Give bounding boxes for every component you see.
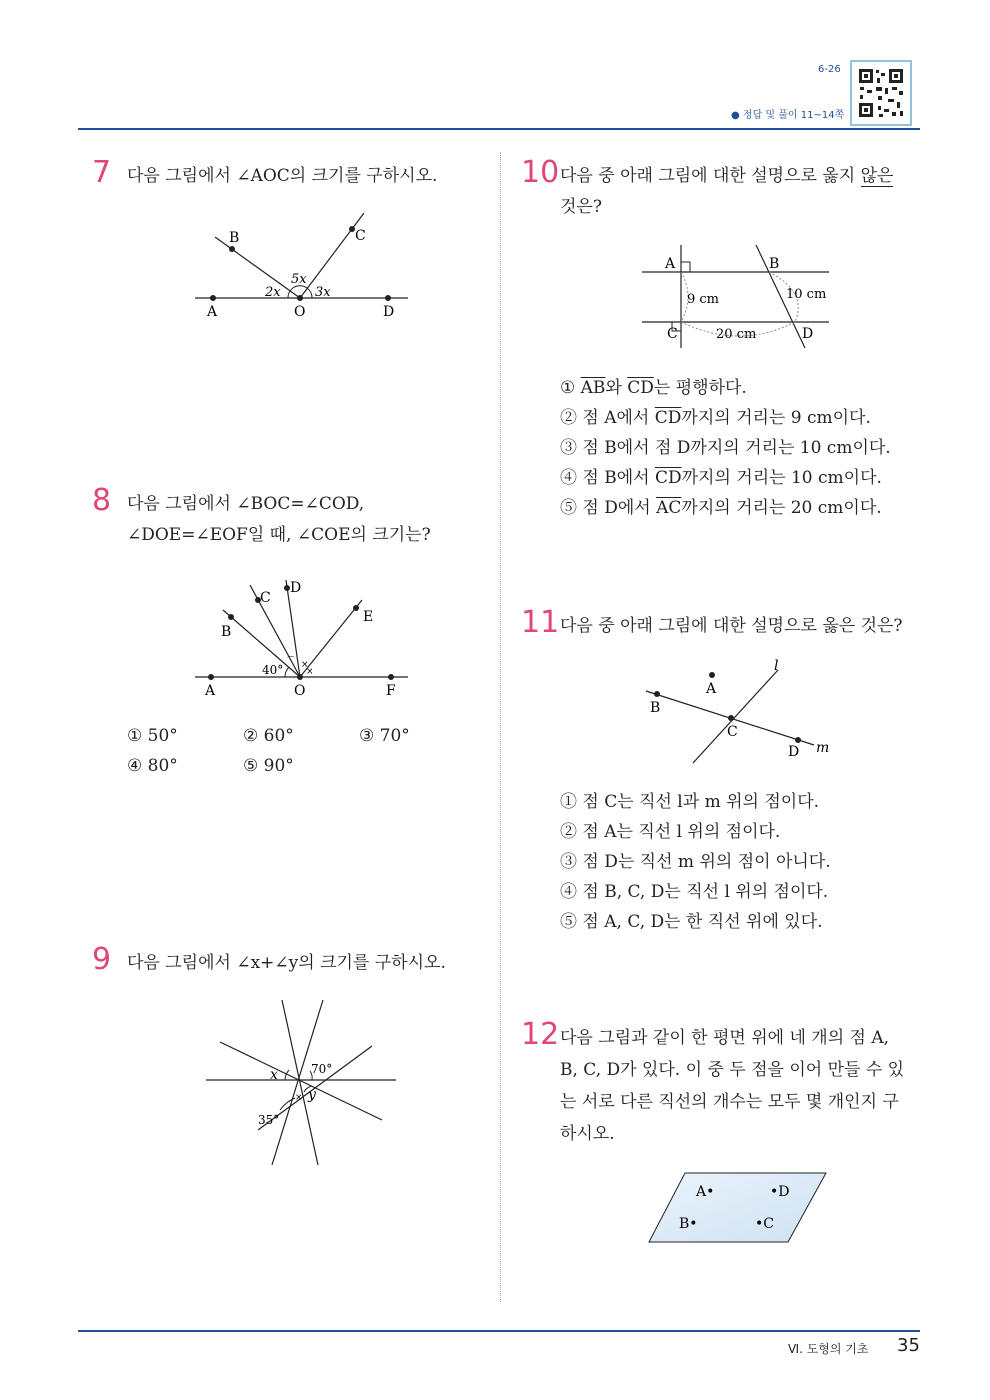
line-label: m: [816, 740, 830, 756]
point-label: A: [706, 681, 717, 697]
question-text: 다음 그림에서 ∠x+∠y의 크기를 구하시오.: [127, 953, 446, 973]
question-number: 9: [92, 942, 112, 977]
choice-2[interactable]: ② 60°: [243, 726, 294, 746]
choice-3[interactable]: ③ 점 B에서 점 D까지의 거리는 10 cm이다.: [560, 438, 891, 458]
length-label: 20 cm: [716, 327, 757, 342]
footer-rule: [78, 1330, 920, 1332]
point-label: •C: [755, 1216, 774, 1232]
question-text: B, C, D가 있다. 이 중 두 점을 이어 만들 수 있: [560, 1060, 905, 1080]
question-text: 다음 그림과 같이 한 평면 위에 네 개의 점 A,: [560, 1028, 890, 1048]
point-label: B: [650, 700, 661, 716]
point-label: B: [769, 256, 780, 272]
choice-3[interactable]: ③ 점 D는 직선 m 위의 점이 아니다.: [560, 852, 831, 872]
point-label: C: [727, 724, 738, 740]
question-number: 11: [521, 605, 560, 640]
column-divider: [500, 152, 501, 1302]
point-label: B•: [679, 1216, 698, 1232]
choice-4[interactable]: ④ 점 B, C, D는 직선 l 위의 점이다.: [560, 882, 829, 902]
chapter-title: Ⅵ. 도형의 기초: [788, 1342, 869, 1356]
angle-label: y: [308, 1087, 316, 1103]
question-text-underline: 않은: [860, 166, 894, 186]
question-number: 8: [92, 483, 112, 518]
point-label: C: [355, 228, 366, 244]
question-number: 7: [92, 155, 112, 190]
question-text: 다음 그림에서 ∠AOC의 크기를 구하시오.: [127, 166, 438, 186]
q10-figure: [640, 240, 835, 352]
angle-label: x: [270, 1067, 278, 1083]
point-label: B: [229, 230, 240, 246]
header-rule: [78, 128, 920, 130]
choice-5[interactable]: ⑤ 90°: [243, 756, 294, 776]
choice-1[interactable]: ① 점 C는 직선 l과 m 위의 점이다.: [560, 792, 820, 812]
question-text: 다음 그림에서 ∠BOC=∠COD,: [127, 494, 365, 514]
point-label: A: [665, 256, 676, 272]
choice-2[interactable]: ② 점 A에서 $\overline{CD}$까지의 거리는 9 cm이다.: [560, 408, 871, 428]
angle-label: 70°: [311, 1062, 333, 1076]
answer-reference: ● 정답 및 풀이 11~14쪽: [731, 110, 845, 121]
angle-label: 5x: [291, 272, 307, 287]
q8-figure: [190, 575, 420, 700]
point-label: D: [290, 580, 302, 596]
length-label: 9 cm: [687, 292, 720, 307]
choice-2[interactable]: ② 점 A는 직선 l 위의 점이다.: [560, 822, 781, 842]
question-text: 다음 중 아래 그림에 대한 설명으로 옳은 것은?: [560, 616, 903, 636]
choice-1[interactable]: ① $\overline{AB}$와 $\overline{CD}$는 평행하다.: [560, 378, 747, 398]
angle-label: 2x: [265, 285, 281, 300]
question-number: 10: [521, 155, 560, 190]
length-label: 10 cm: [786, 287, 827, 302]
page-number: 35: [897, 1335, 920, 1356]
page-code: 6-26: [818, 64, 841, 75]
point-label: E: [363, 609, 374, 625]
qr-code-icon: [852, 62, 910, 124]
point-label: O: [294, 683, 306, 699]
q12-figure: [645, 1170, 830, 1248]
line-notation: $\overline{CD}$: [654, 408, 682, 428]
point-label: C: [260, 590, 271, 606]
svg-text:×: ×: [301, 660, 309, 670]
qr-code[interactable]: [850, 60, 912, 126]
svg-text:⌒: ⌒: [287, 656, 295, 665]
q11-figure: [638, 655, 838, 770]
svg-text:×: ×: [306, 667, 314, 677]
choice-1[interactable]: ① 50°: [127, 726, 178, 746]
line-label: l: [774, 658, 779, 674]
angle-label: 3x: [315, 285, 331, 300]
question-text-main: 다음 중 아래 그림에 대한 설명으로 옳지: [560, 166, 861, 186]
point-label: D: [802, 326, 814, 342]
angle-label: 40°: [262, 663, 284, 677]
question-text: 는 서로 다른 직선의 개수는 모두 몇 개인지 구: [560, 1092, 899, 1112]
angle-label: 35°: [258, 1113, 280, 1127]
question-number: 12: [521, 1017, 560, 1052]
q9-figure: [200, 995, 405, 1170]
svg-text:×: ×: [295, 1093, 303, 1103]
question-text: ∠DOE=∠EOF일 때, ∠COE의 크기는?: [127, 525, 431, 545]
point-label: A•: [696, 1184, 715, 1200]
choice-3[interactable]: ③ 70°: [359, 726, 410, 746]
point-label: D: [788, 744, 800, 760]
point-label: A: [207, 304, 218, 320]
q7-figure: [190, 205, 420, 325]
line-notation: $\overline{CD}$: [654, 468, 682, 488]
question-text: 하시오.: [560, 1124, 615, 1144]
point-label: A: [205, 683, 216, 699]
point-label: D: [383, 304, 395, 320]
choice-5[interactable]: ⑤ 점 D에서 $\overline{AC}$까지의 거리는 20 cm이다.: [560, 498, 882, 518]
point-label: C: [667, 326, 678, 342]
point-label: F: [386, 683, 396, 699]
choice-4[interactable]: ④ 80°: [127, 756, 178, 776]
point-label: O: [294, 304, 306, 320]
choice-4[interactable]: ④ 점 B에서 $\overline{CD}$까지의 거리는 10 cm이다.: [560, 468, 882, 488]
question-text: 것은?: [560, 197, 602, 217]
question-text: [560, 160, 893, 193]
point-label: B: [221, 624, 232, 640]
line-notation: $\overline{AC}$: [656, 498, 682, 518]
choice-5[interactable]: ⑤ 점 A, C, D는 한 직선 위에 있다.: [560, 912, 823, 932]
point-label: •D: [770, 1184, 790, 1200]
